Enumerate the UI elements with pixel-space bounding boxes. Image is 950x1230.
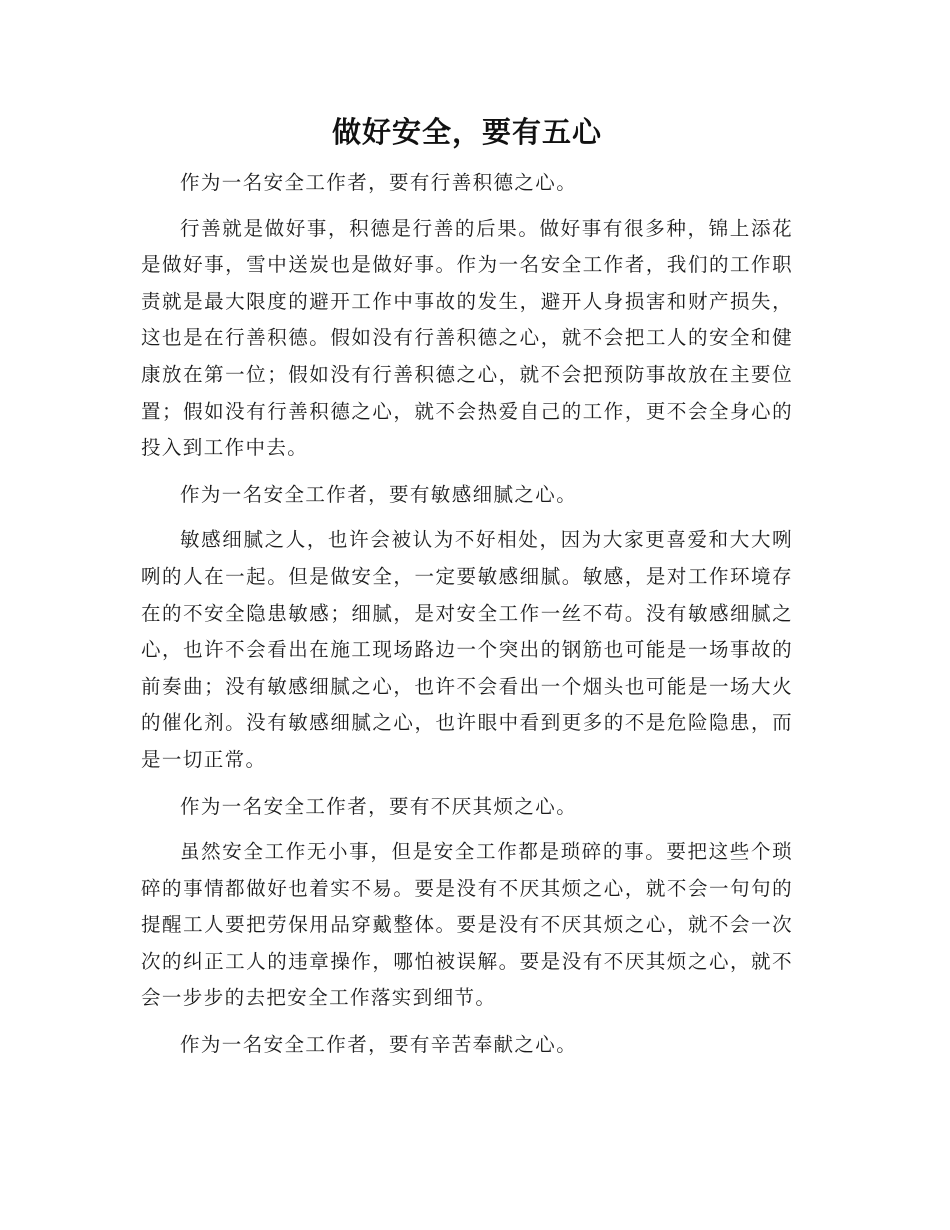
section-heading-4: 作为一名安全工作者，要有辛苦奉献之心。 — [180, 1033, 578, 1057]
section-heading-2: 作为一名安全工作者，要有敏感细腻之心。 — [180, 482, 578, 506]
body-paragraph-2: 敏感细腻之人，也许会被认为不好相处，因为大家更喜爱和大大咧咧的人在一起。但是做安全，一定要敏感细腻。敏感，是对工作环境存在的不安全隐患敏感；细腻，是对安全工作一丝不苟。没有敏感细腻之心，也许不会看出在施工现场路边一个突出的钢筋也可能是一场事故的前奏曲；没有敏感细腻之心，也许不会看出一个烟头也可能是一场大火的催化剂。没有敏感细腻之心，也许眼中看到更多的不是危险隐患，而是一切正常。 — [141, 528, 793, 771]
section-heading-3: 作为一名安全工作者，要有不厌其烦之心。 — [180, 794, 578, 818]
document-page — [141, 110, 793, 1073]
body-paragraph-1: 行善就是做好事，积德是行善的后果。做好事有很多种，锦上添花是做好事，雪中送炭也是做好事。作为一名安全工作者，我们的工作职责就是最大限度的避开工作中事故的发生，避开人身损害和财产损失，这也是在行善积德。假如没有行善积德之心，就不会把工人的安全和健康放在第一位；假如没有行善积德之心，就不会把预防事故放在主要位置；假如没有行善积德之心，就不会热爱自己的工作，更不会全身心的投入到工作中去。 — [141, 216, 793, 460]
document-title: 做好安全，要有五心 — [331, 115, 602, 149]
body-paragraph-3: 虽然安全工作无小事，但是安全工作都是琐碎的事。要把这些个琐碎的事情都做好也着实不易。要是没有不厌其烦之心，就不会一句句的提醒工人要把劳保用品穿戴整体。要是没有不厌其烦之心，就不会一次次的纠正工人的违章操作，哪怕被误解。要是没有不厌其烦之心，就不会一步步的去把安全工作落实到细节。 — [141, 840, 793, 1010]
section-heading-1: 作为一名安全工作者，要有行善积德之心。 — [180, 171, 578, 194]
